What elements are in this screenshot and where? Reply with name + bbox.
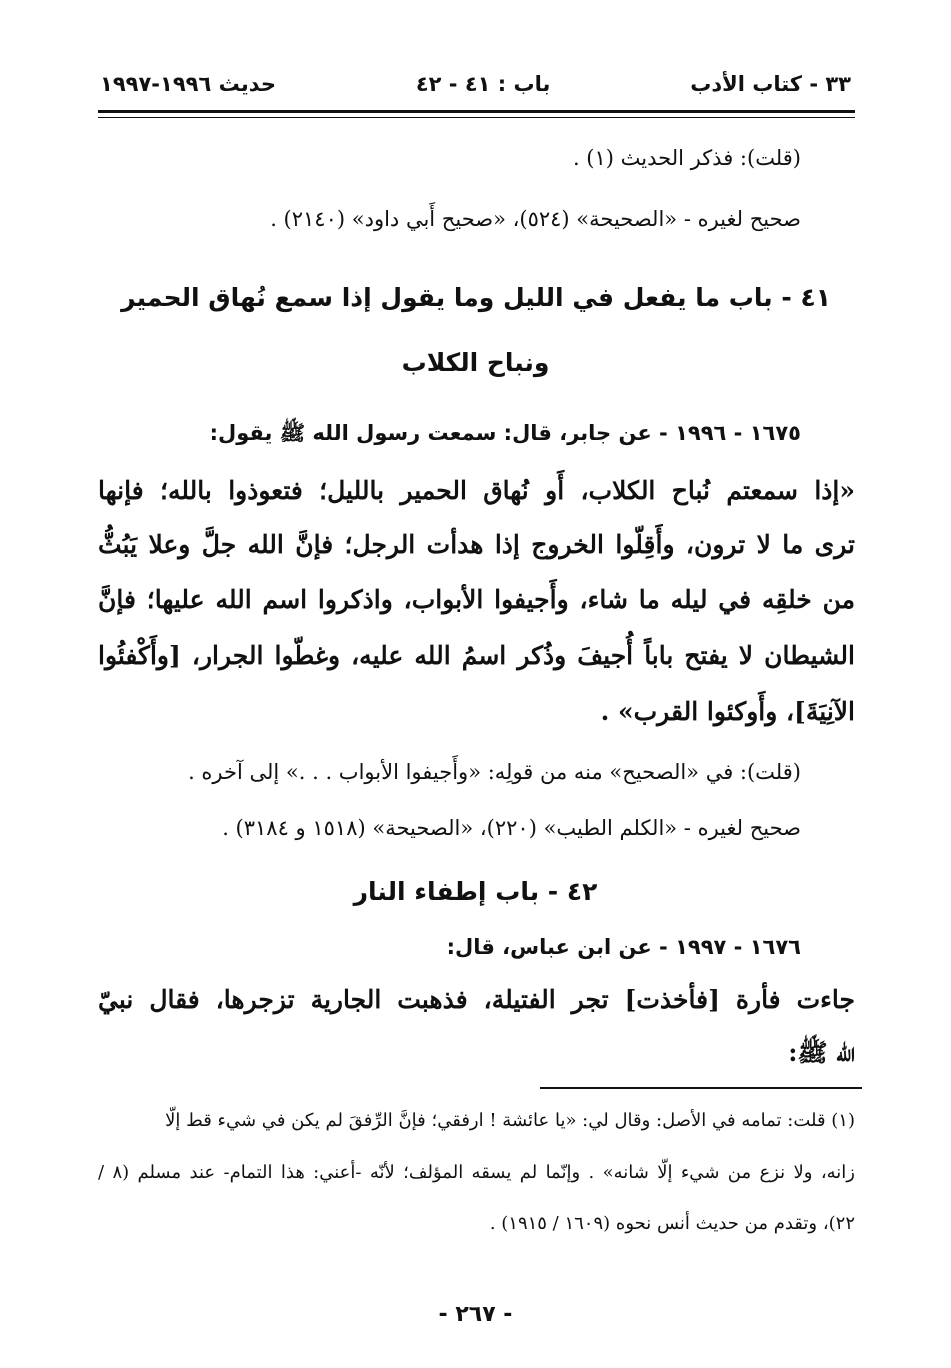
grading-line: صحيح لغيره - «الكلم الطيب» (٢٢٠)، «الصحيحة» (١٥١٨ و ٣١٨٤) .	[222, 816, 801, 840]
header-rule-thin	[98, 117, 855, 118]
chapter-heading-41-cont: ونباح الكلاب	[401, 348, 550, 377]
hadith-1676-intro: ١٦٧٦ - ١٩٩٧ - عن ابن عباس، قال:	[446, 935, 801, 959]
hadith-text-line: الله ﷺ:	[788, 1038, 855, 1067]
chapter-heading-41: ٤١ - باب ما يفعل في الليل وما يقول إذا سمع نُهاق الحمير	[121, 283, 831, 312]
hadith-text-line: من خلقِه في ليله ما شاء، وأَجيفوا الأبواب، واذكروا اسم الله عليها؛ فإنَّ	[98, 585, 855, 614]
book-title: ٣٣ - كتاب الأدب	[690, 72, 851, 96]
hadith-text-line: «إذا سمعتم نُباح الكلاب، أَو نُهاق الحمير بالليل؛ فتعوذوا بالله؛ فإنها	[98, 476, 855, 505]
footnote-line: ٢٢)، وتقدم من حديث أنس نحوه (١٦٠٩ / ١٩١٥) .	[489, 1213, 855, 1234]
hadith-text-line: ترى ما لا ترون، وأَقِلّوا الخروج إذا هدأت الرجل؛ فإنَّ الله جلَّ وعلا يَبُثُّ	[98, 530, 855, 559]
header-rule-thick	[98, 110, 855, 113]
footnote-line: (١) قلت: تمامه في الأصل: وقال لي: «يا عائشة ! ارفقي؛ فإنَّ الرِّفقَ لم يكن في شيء قط إلّا	[165, 1110, 855, 1131]
chapter-heading-42: ٤٢ - باب إطفاء النار	[353, 877, 598, 906]
note-line: (قلت): في «الصحيح» منه من قولِه: «وأَجيفوا الأبواب . . .» إلى آخره .	[188, 760, 801, 784]
footnote-line: زانه، ولا نزع من شيء إلّا شانه» . وإنّما لم يسقه المؤلف؛ لأنّه -أعني: هذا التمام- عند مسلم (٨ /	[98, 1162, 855, 1183]
hadith-text-line: الشيطان لا يفتح باباً أُجيفَ وذُكر اسمُ الله عليه، وغطّوا الجرار، [وأَكْفئُوا	[98, 641, 855, 670]
page-number: - ٢٦٧ -	[438, 1302, 513, 1327]
running-header	[100, 64, 851, 104]
hadith-1675-intro: ١٦٧٥ - ١٩٩٦ - عن جابر، قال: سمعت رسول الله ﷺ يقول:	[209, 421, 801, 445]
hadith-text-line: جاءت فأرة [فأخذت] تجر الفتيلة، فذهبت الجارية تزجرها، فقال نبيّ	[98, 985, 855, 1014]
chapter-range: باب : ٤١ - ٤٢	[415, 72, 551, 96]
hadith-range: حديث ١٩٩٦-١٩٩٧	[100, 72, 276, 96]
note-line: (قلت): فذكر الحديث (١) .	[572, 146, 801, 170]
grading-line: صحيح لغيره - «الصحيحة» (٥٢٤)، «صحيح أَبي داود» (٢١٤٠) .	[270, 207, 801, 231]
hadith-text-line: الآنِيَةَ]، وأَوكئوا القرب» .	[600, 697, 855, 726]
footnote-rule	[540, 1087, 862, 1089]
